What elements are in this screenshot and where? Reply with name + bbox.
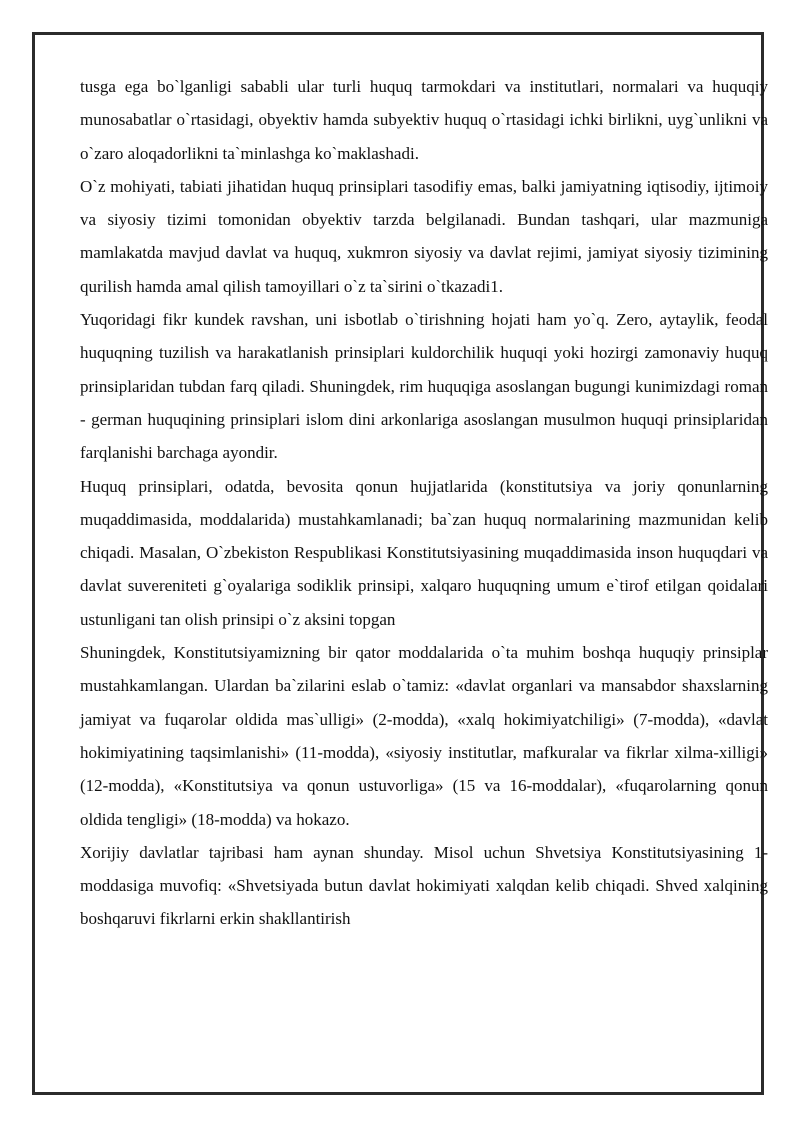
paragraph-6: Xorijiy davlatlar tajribasi ham aynan shunday. Misol uchun Shvetsiya Konstitutsiyasining 1-moddasiga muvofiq: «Shvetsiyada butun davlat hokimiyati xalqdan kelib chiqadi. Shved xalqining boshqaruvi fikrlarni erkin shakllantirish: [80, 842, 768, 929]
paragraph-2: O`z mohiyati, tabiati jihatidan huquq prinsiplari tasodifiy emas, balki jamiyatning iqtisodiy, ijtimoiy va siyosiy tizimi tomonidan obyektiv tarzda belgilanadi. Bundan tashqari, ular mazmuniga mamlakatda mavjud davlat va huquq, xukmron siyosiy va davlat rejimi, jamiyat siyosiy tizimining qurilish hamda amal qilish tamoyillari o`z ta`sirini o`tkazadi1.: [80, 176, 768, 296]
document-body: [80, 70, 768, 936]
paragraph-5: Shuningdek, Konstitutsiyamizning bir qator moddalarida o`ta muhim boshqa huquqiy prinsiplar mustahkamlangan. Ulardan ba`zilarini eslab o`tamiz: «davlat organlari va mansabdor shaxslarning jamiyat va fuqarolar oldida mas`ulligi» (2-modda), «xalq hokimiyatchiligi» (7-modda), «davlat hokimiyatining taqsimlanishi» (11-modda), «siyosiy institutlar, mafkuralar va fikrlar xilma-xilligi» (12-modda), «Konstitutsiya va qonun ustuvorliga» (15 va 16-moddalar), «fuqarolarning qonun oldida tengligi» (18-modda) va hokazo.: [80, 643, 768, 829]
paragraph-1: tusga ega bo`lganligi sababli ular turli huquq tarmokdari va institutlari, normalari va huquqiy munosabatlar o`rtasidagi, obyektiv hamda subyektiv huquq o`rtasidagi ichki birlikni, uyg`unlikni va o`zaro aloqadorlikni ta`minlashga ko`maklashadi.: [80, 77, 768, 163]
paragraph-3: Yuqoridagi fikr kundek ravshan, uni isbotlab o`tirishning hojati ham yo`q. Zero, aytaylik, feodal huquqning tuzilish va harakatlanish prinsiplari kuldorchilik huquqi yoki hozirgi zamonaviy huquq prinsiplaridan tubdan farq qiladi. Shuningdek, rim huquqiga asoslangan bugungi kunimizdagi roman - german huquqining prinsiplari islom dini arkonlariga asoslangan musulmon huquqi prinsiplaridan farqlanishi barchaga ayondir.: [80, 310, 768, 463]
paragraph-4: Huquq prinsiplari, odatda, bevosita qonun hujjatlarida (konstitutsiya va joriy qonunlarning muqaddimasida, moddalarida) mustahkamlanadi; ba`zan huquq normalarining mazmunidan kelib chiqadi. Masalan, O`zbekiston Respublikasi Konstitutsiyasining muqaddimasida inson huquqdari va davlat suvereniteti g`oyalariga sodiklik prinsipi, xalqaro huquqning umum e`tirof etilgan qoidalari ustunligani tan olish prinsipi o`z aksini topgan: [80, 476, 768, 629]
